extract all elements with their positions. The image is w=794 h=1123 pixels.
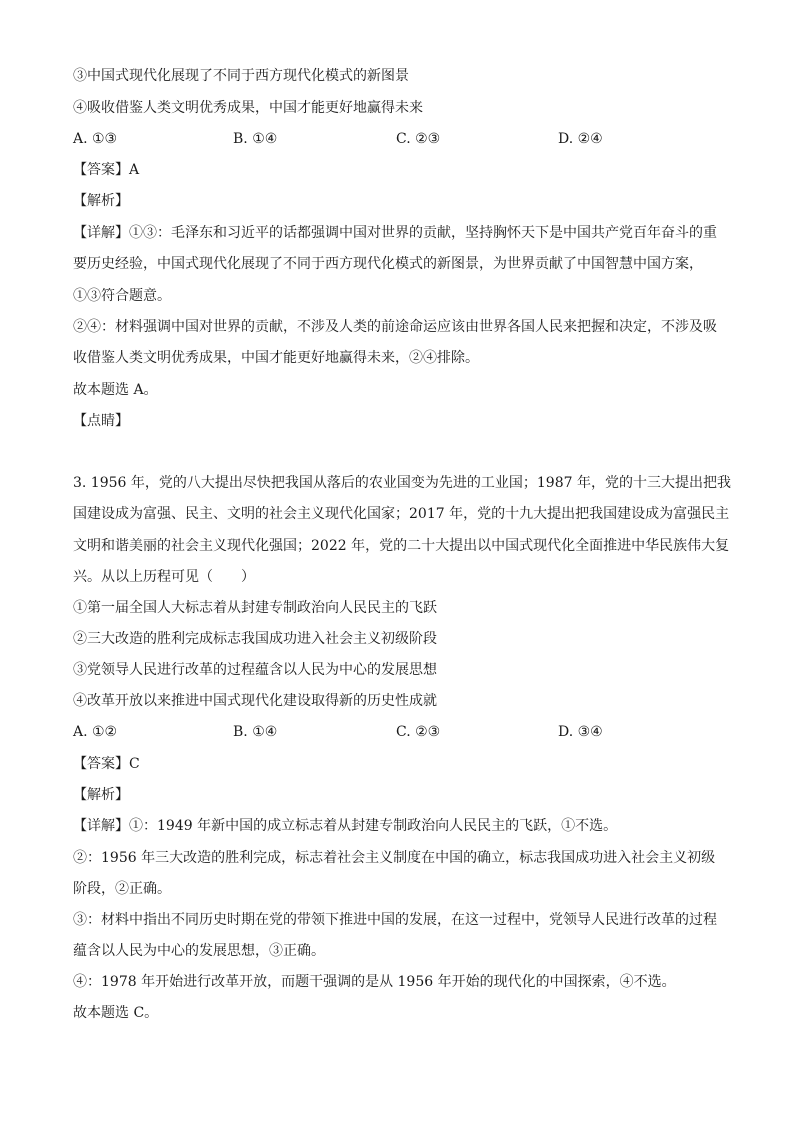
q3-stem-line-1: 3. 1956 年，党的八大提出尽快把我国从落后的农业国变为先进的工业国；1987 年，党的十三大提出把我 <box>73 475 731 491</box>
q2-detail-line-4: ②④：材料强调中国对世界的贡献，不涉及人类的前途命运应该由世界各国人民来把握和决定，不涉及吸 <box>73 319 717 335</box>
q3-detail-2b: 阶段，②正确。 <box>73 881 171 897</box>
q3-statement-1: ①第一届全国人大标志着从封建专制政治向人民民主的飞跃 <box>73 600 437 616</box>
q3-statement-3: ③党领导人民进行改革的过程蕴含以人民为中心的发展思想 <box>73 662 437 678</box>
q3-stem-line-3: 文明和谐美丽的社会主义现代化强国；2022 年，党的二十大提出以中国式现代化全面推进中华民族伟大复 <box>73 538 730 554</box>
q2-analysis-label: 【解析】 <box>73 193 129 209</box>
q3-statement-4: ④改革开放以来推进中国式现代化建设取得新的历史性成就 <box>73 693 437 709</box>
q2-answer: 【答案】A <box>73 162 140 178</box>
q3-option-c: C. ②③ <box>396 724 441 740</box>
q2-option-b: B. ①④ <box>233 131 278 147</box>
q3-detail-1: 【详解】①：1949 年新中国的成立标志着从封建专制政治向人民民主的飞跃，①不选。 <box>73 818 618 834</box>
q3-detail-3a: ③：材料中指出不同历史时期在党的带领下推进中国的发展，在这一过程中，党领导人民进行改革的过程 <box>73 912 717 928</box>
q3-statement-2: ②三大改造的胜利完成标志我国成功进入社会主义初级阶段 <box>73 631 437 647</box>
q3-detail-2a: ②：1956 年三大改造的胜利完成，标志着社会主义制度在中国的确立，标志我国成功进入社会主义初级 <box>73 850 716 866</box>
q3-options <box>73 722 723 742</box>
q3-detail-4: ④：1978 年开始进行改革开放，而题干强调的是从 1956 年开始的现代化的中国探索，④不选。 <box>73 974 676 990</box>
q2-detail-line-1: 【详解】①③：毛泽东和习近平的话都强调中国对世界的贡献，坚持胸怀天下是中国共产党百年奋斗的重 <box>73 225 717 241</box>
q2-detail-line-2: 要历史经验，中国式现代化展现了不同于西方现代化模式的新图景，为世界贡献了中国智慧中国方案， <box>73 256 703 272</box>
q3-analysis-label: 【解析】 <box>73 787 129 803</box>
q3-option-a: A. ①② <box>73 724 118 740</box>
q2-conclusion: 故本题选 A。 <box>73 382 158 398</box>
q3-answer: 【答案】C <box>73 756 140 772</box>
q2-statement-4: ④吸收借鉴人类文明优秀成果，中国才能更好地赢得未来 <box>73 100 423 116</box>
q2-detail-line-3: ①③符合题意。 <box>73 288 171 304</box>
q2-comment-label: 【点睛】 <box>73 413 129 429</box>
q3-option-b: B. ①④ <box>233 724 278 740</box>
q2-detail-line-5: 收借鉴人类文明优秀成果，中国才能更好地赢得未来，②④排除。 <box>73 350 479 366</box>
q2-statement-3: ③中国式现代化展现了不同于西方现代化模式的新图景 <box>73 68 409 84</box>
q3-detail-3b: 蕴含以人民为中心的发展思想，③正确。 <box>73 943 325 959</box>
q3-stem-line-2: 国建设成为富强、民主、文明的社会主义现代化国家；2017 年，党的十九大提出把我国建设成为富强民主 <box>73 506 730 522</box>
q3-conclusion: 故本题选 C。 <box>73 1005 159 1021</box>
q2-option-c: C. ②③ <box>396 131 441 147</box>
q2-option-a: A. ①③ <box>73 131 118 147</box>
q3-option-d: D. ③④ <box>558 724 603 740</box>
q2-option-d: D. ②④ <box>558 131 603 147</box>
q3-stem-line-4: 兴。从以上历程可见（ ） <box>73 569 255 585</box>
q2-options <box>73 129 723 149</box>
